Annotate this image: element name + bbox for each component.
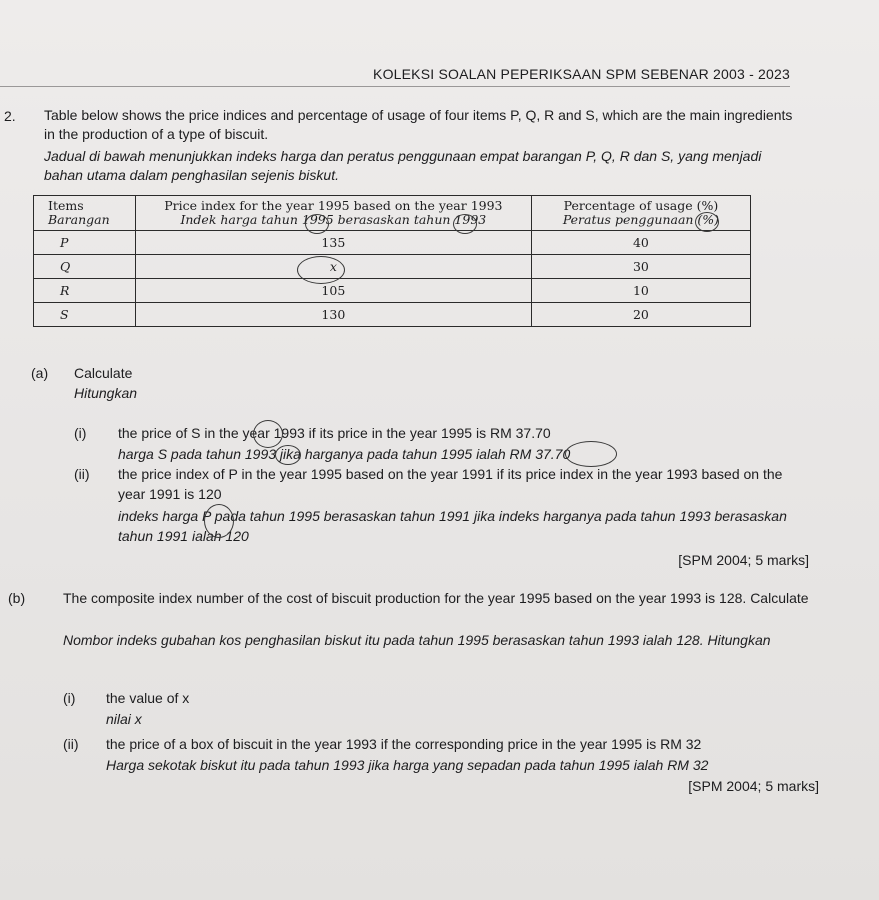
pen-circle-annotation — [453, 214, 477, 234]
price-index-table — [33, 195, 751, 327]
part-a-title-en: Calculate — [74, 365, 133, 381]
part-a-ii-en: the price index of P in the year 1995 based on the year 1991 if its price index in the year 1993 based on the year 1991 is 120 — [118, 466, 783, 502]
part-b-i-my: nilai x — [106, 711, 142, 727]
header-divider — [0, 86, 790, 87]
part-b-en: The composite index number of the cost of biscuit production for the year 1995 based on the year 1993 is 128. Calculate — [63, 590, 809, 606]
part-b-ii-my: Harga sekotak biskut itu pada tahun 1993 jika harga yang sepadan pada tahun 1995 ialah RM 32 — [106, 757, 709, 773]
cell-item: S — [34, 303, 136, 327]
pen-circle-annotation — [297, 256, 345, 284]
part-a-title-my: Hitungkan — [74, 385, 138, 401]
header-items-en: Items — [48, 198, 84, 213]
part-a-label: (a) — [31, 365, 49, 381]
cell-index: 130 — [135, 303, 531, 327]
table-row — [34, 231, 751, 255]
cell-index: 135 — [135, 231, 531, 255]
part-b-marks: [SPM 2004; 5 marks] — [688, 778, 819, 794]
part-a-i-label: (i) — [74, 425, 87, 441]
part-a-marks: [SPM 2004; 5 marks] — [678, 552, 809, 568]
cell-item: Q — [34, 255, 136, 279]
cell-index: x — [135, 255, 531, 279]
table-row — [34, 255, 751, 279]
pen-circle-annotation — [695, 212, 719, 232]
part-b-ii-label: (ii) — [63, 736, 79, 752]
header-items-my: Barangan — [48, 212, 110, 227]
part-b-label: (b) — [8, 590, 26, 606]
cell-percentage: 40 — [531, 231, 750, 255]
pen-circle-annotation — [275, 445, 301, 465]
header-index-en: Price index for the year 1995 based on the year 1993 — [164, 198, 503, 213]
pen-circle-annotation — [204, 504, 234, 538]
header-pct-en: Percentage of usage (%) — [563, 198, 719, 213]
cell-item: R — [34, 279, 136, 303]
part-b-i-en: the value of x — [106, 690, 190, 706]
part-a-ii-label: (ii) — [74, 466, 90, 482]
cell-index: 105 — [135, 279, 531, 303]
part-a-i-en: the price of S in the year 1993 if its price in the year 1995 is RM 37.70 — [118, 425, 551, 441]
cell-percentage: 30 — [531, 255, 750, 279]
intro-malay: Jadual di bawah menunjukkan indeks harga dan peratus penggunaan empat barangan P, Q, R dan S, yang menjadi bahan utama dalam penghasilan sejenis biskut. — [44, 148, 762, 183]
cell-percentage: 10 — [531, 279, 750, 303]
table-row — [34, 279, 751, 303]
cell-item: P — [34, 231, 136, 255]
pen-circle-annotation — [305, 214, 329, 234]
pen-circle-annotation — [253, 420, 283, 448]
cell-percentage: 20 — [531, 303, 750, 327]
part-b-my: Nombor indeks gubahan kos penghasilan biskut itu pada tahun 1995 berasaskan tahun 1993 ialah 128. Hitungkan — [63, 632, 771, 648]
table-header-row — [34, 196, 751, 231]
header-items — [34, 196, 136, 231]
part-a-i-my: harga S pada tahun 1993 jika harganya pada tahun 1995 ialah RM 37.70 — [118, 446, 571, 462]
collection-header: KOLEKSI SOALAN PEPERIKSAAN SPM SEBENAR 2003 - 2023 — [373, 66, 790, 82]
part-b-ii-en: the price of a box of biscuit in the year 1993 if the corresponding price in the year 1995 is RM 32 — [106, 736, 702, 752]
intro-english: Table below shows the price indices and percentage of usage of four items P, Q, R and S, which are the main ingredients in the production of a type of biscuit. — [44, 107, 793, 142]
question-number: 2. — [4, 108, 16, 124]
part-a-ii-my: indeks harga P pada tahun 1995 berasaskan tahun 1991 jika indeks harganya pada tahun 1993 berasaskan tahun 1991 ialah 120 — [118, 508, 787, 544]
header-index-my: Indek harga tahun 1995 berasaskan tahun 1993 — [180, 212, 487, 227]
header-pct-my: Peratus penggunaan (%) — [562, 212, 720, 227]
part-b-i-label: (i) — [63, 690, 76, 706]
table-row — [34, 303, 751, 327]
